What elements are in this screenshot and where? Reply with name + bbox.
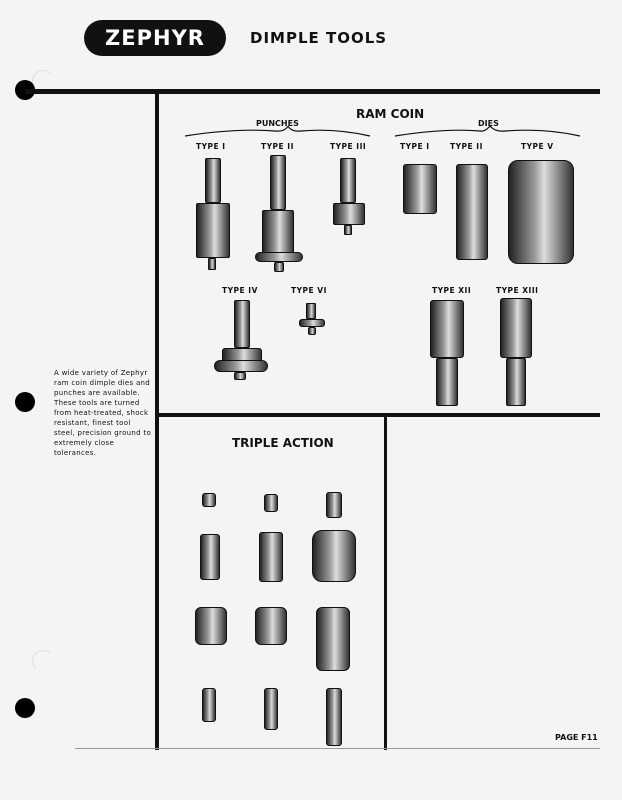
die-type-xiii: TYPE XIII — [496, 286, 539, 295]
triple-action-tool — [264, 688, 278, 730]
divider-vertical-left — [155, 94, 159, 750]
triple-action-tool — [312, 530, 356, 582]
divider-middle — [157, 413, 600, 417]
die-type-i-image — [403, 164, 437, 214]
die-type-xiii-image — [500, 298, 532, 358]
punch-type-vi-image — [306, 303, 316, 319]
page-number: PAGE F11 — [555, 733, 598, 742]
binder-hole — [15, 698, 35, 718]
triple-action-tool — [264, 494, 278, 512]
die-type-xiii-image — [506, 358, 526, 406]
punch-type-i: TYPE I — [196, 142, 226, 151]
triple-action-tool — [326, 492, 342, 518]
page-title: DIMPLE TOOLS — [250, 29, 388, 47]
punch-type-i-image — [196, 203, 230, 258]
punch-type-i-image — [208, 258, 216, 270]
triple-action-tool — [259, 532, 283, 582]
punch-type-ii-image — [255, 252, 303, 262]
triple-action-tool — [200, 534, 220, 580]
triple-action-tool — [316, 607, 350, 671]
die-type-ii: TYPE II — [450, 142, 483, 151]
divider-bottom — [75, 748, 600, 749]
die-type-xii-image — [436, 358, 458, 406]
die-type-ii-image — [456, 164, 488, 260]
divider-vertical-right — [384, 415, 387, 750]
punch-type-iv-image — [214, 360, 268, 372]
punches-label: PUNCHES — [256, 119, 299, 128]
punch-type-vi: TYPE VI — [291, 286, 327, 295]
die-type-v-image — [508, 160, 574, 264]
section-title-triple-action: TRIPLE ACTION — [232, 436, 334, 450]
punch-type-iii-image — [344, 225, 352, 235]
die-type-v: TYPE V — [521, 142, 554, 151]
punch-type-iv: TYPE IV — [222, 286, 258, 295]
punch-type-vi-image — [299, 319, 325, 327]
brace-lines — [185, 126, 605, 138]
zephyr-logo: ZEPHYR — [84, 20, 226, 56]
die-type-xii-image — [430, 300, 464, 358]
triple-action-tool — [195, 607, 227, 645]
punch-type-ii-image — [274, 262, 284, 272]
die-type-i: TYPE I — [400, 142, 430, 151]
punch-type-iii-image — [333, 203, 365, 225]
description-text: A wide variety of Zephyr ram coin dimple dies and punches are available. These tools are turned from heat-treated, shock resistant, finest tool steel, precision ground to extremely close tolerances. — [54, 369, 152, 457]
punch-type-ii-image — [270, 155, 286, 210]
triple-action-tool — [326, 688, 342, 746]
triple-action-tool — [255, 607, 287, 645]
punch-type-iii-image — [340, 158, 356, 203]
triple-action-tool — [202, 688, 216, 722]
punch-type-ii: TYPE II — [261, 142, 294, 151]
ring-mark — [32, 650, 54, 672]
binder-hole — [15, 392, 35, 412]
punch-type-iv-image — [234, 300, 250, 348]
punch-type-ii-image — [262, 210, 294, 255]
section-title-ram-coin: RAM COIN — [356, 107, 425, 121]
punch-type-vi-image — [308, 327, 316, 335]
divider-top — [25, 89, 600, 94]
punch-type-i-image — [205, 158, 221, 203]
triple-action-tool — [202, 493, 216, 507]
punch-type-iv-image — [234, 372, 246, 380]
punch-type-iii: TYPE III — [330, 142, 367, 151]
dies-label: DIES — [478, 119, 499, 128]
die-type-xii: TYPE XII — [432, 286, 472, 295]
